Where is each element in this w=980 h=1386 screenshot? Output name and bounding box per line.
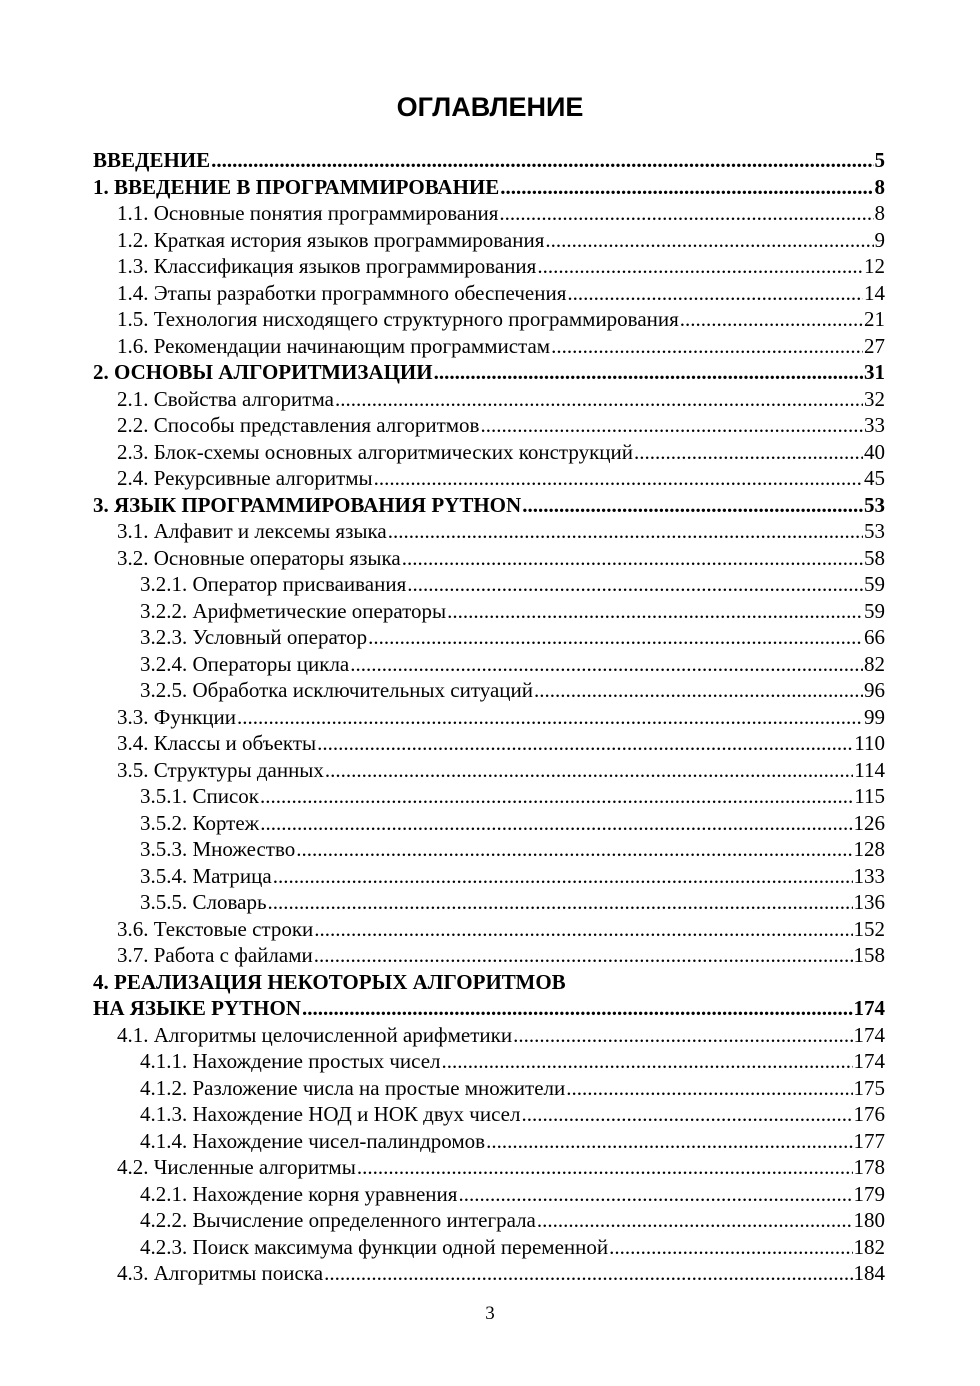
toc-entry[interactable] <box>93 704 885 731</box>
toc-entry-label: 3.2.5. Обработка исключительных ситуаций <box>140 678 534 702</box>
toc-entry-label: 1.5. Технология нисходящего структурного программирования <box>117 307 679 331</box>
toc-entry-page: 115 <box>854 784 885 808</box>
dot-leader <box>534 677 863 704</box>
toc-entry-page: 59 <box>864 572 885 596</box>
page-title: ОГЛАВЛЕНИЕ <box>396 92 584 122</box>
toc-entry[interactable] <box>93 836 885 863</box>
dot-leader <box>296 836 852 863</box>
toc-entry[interactable] <box>93 1048 885 1075</box>
toc-entry-label: 4.1. Алгоритмы целочисленной арифметики <box>117 1022 513 1047</box>
toc-entry-page: 136 <box>853 890 885 914</box>
toc-entry-label: 1.1. Основные понятия программирования <box>117 201 499 225</box>
toc-entry[interactable] <box>93 1207 885 1234</box>
toc-entry-label: 4.1.1. Нахождение простых чисел <box>140 1049 441 1073</box>
toc-entry-label: 3.2.4. Операторы цикла <box>140 651 350 676</box>
toc-entry-page: 128 <box>853 837 885 861</box>
toc-entry-label: 4.3. Алгоритмы поиска <box>117 1261 324 1285</box>
toc-entry-label: 4.2.2. Вычисление определенного интеграла <box>140 1208 536 1232</box>
toc-entry-page: 12 <box>864 254 885 278</box>
toc-entry[interactable] <box>93 1075 885 1102</box>
toc-entry-label: 4. РЕАЛИЗАЦИЯ НЕКОТОРЫХ АЛГОРИТМОВ <box>93 969 566 994</box>
toc-entry-label: 4.1.3. Нахождение НОД и НОК двух чисел <box>140 1102 521 1126</box>
toc-entry[interactable] <box>93 359 885 386</box>
toc-entry-page: 133 <box>853 863 885 888</box>
dot-leader <box>513 1022 852 1049</box>
toc-entry-page: 178 <box>853 1155 885 1179</box>
toc-entry[interactable] <box>93 571 885 598</box>
dot-leader <box>302 995 853 1022</box>
dot-leader <box>499 200 873 227</box>
dot-leader <box>521 1101 852 1128</box>
dot-leader <box>388 518 863 545</box>
toc-entry-page: 32 <box>864 386 885 411</box>
toc-entry[interactable] <box>93 200 885 227</box>
toc-entry-label: 3.5.4. Матрица <box>140 863 272 888</box>
toc-entry[interactable] <box>93 1234 885 1261</box>
toc-entry-label: 3.2.1. Оператор присваивания <box>140 572 407 596</box>
toc-entry-page: 179 <box>853 1181 885 1206</box>
dot-leader <box>551 333 863 360</box>
dot-leader <box>374 465 863 492</box>
toc-entry-label: 4.2. Численные алгоритмы <box>117 1155 356 1179</box>
toc-entry-page: 175 <box>853 1075 885 1100</box>
toc-entry-label: 3.6. Текстовые строки <box>117 916 314 941</box>
toc-entry-page: 184 <box>853 1261 885 1285</box>
toc-entry-label: 1.4. Этапы разработки программного обеспечения <box>117 280 567 305</box>
toc-entry[interactable] <box>93 253 885 280</box>
toc-entry[interactable] <box>93 545 885 572</box>
dot-leader <box>486 1128 852 1155</box>
toc-entry-page: 177 <box>853 1128 885 1153</box>
toc-entry-page: 174 <box>853 1022 885 1047</box>
toc-entry[interactable] <box>93 333 885 360</box>
dot-leader <box>458 1181 852 1208</box>
dot-leader <box>537 1207 853 1234</box>
toc-entry-page: 158 <box>853 943 885 967</box>
dot-leader <box>211 147 873 174</box>
toc-entry-page: 9 <box>874 227 885 252</box>
toc-entry[interactable] <box>93 942 885 969</box>
dot-leader <box>545 227 873 254</box>
toc-entry-label: ВВЕДЕНИЕ <box>93 148 211 172</box>
toc-entry-label: 3.7. Работа с файлами <box>117 943 313 967</box>
toc-entry-label: 2.1. Свойства алгоритма <box>117 386 334 411</box>
toc-entry[interactable] <box>93 598 885 625</box>
dot-leader <box>434 359 863 386</box>
toc-entry-label: 4.2.1. Нахождение корня уравнения <box>140 1181 458 1206</box>
toc-entry[interactable] <box>93 1181 885 1208</box>
toc-entry-page: 180 <box>853 1208 885 1232</box>
toc-entry[interactable] <box>93 1128 885 1155</box>
dot-leader <box>402 545 863 572</box>
dot-leader <box>273 863 853 890</box>
toc-entry-label: 3.5.5. Словарь <box>140 890 267 914</box>
dot-leader <box>324 1260 852 1287</box>
toc-entry[interactable] <box>93 783 885 810</box>
toc-entry[interactable] <box>93 624 885 651</box>
toc-entry-page: 53 <box>864 519 885 543</box>
toc-entry-page: 174 <box>853 996 885 1020</box>
dot-leader <box>537 253 863 280</box>
toc-entry-label: 1. ВВЕДЕНИЕ В ПРОГРАММИРОВАНИЕ <box>93 174 500 199</box>
toc-entry-page: 14 <box>864 280 885 305</box>
toc-entry-label: 1.6. Рекомендации начинающим программистам <box>117 333 551 358</box>
toc-entry-page: 45 <box>864 466 885 490</box>
dot-leader <box>407 571 863 598</box>
toc-entry-label: 3.4. Классы и объекты <box>117 731 317 755</box>
toc-entry-page: 33 <box>864 413 885 437</box>
toc-entry[interactable] <box>93 465 885 492</box>
toc-entry-label: 1.3. Классификация языков программирования <box>117 254 537 278</box>
toc-entry-page: 114 <box>854 757 885 782</box>
dot-leader <box>566 1075 852 1102</box>
toc-entry-page: 182 <box>853 1234 885 1259</box>
dot-leader <box>522 492 863 519</box>
toc-entry-page: 152 <box>853 916 885 941</box>
toc-entry-label: 3.3. Функции <box>117 704 236 729</box>
toc-entry-page: 99 <box>864 704 885 729</box>
toc-entry-page: 31 <box>864 360 885 384</box>
dot-leader <box>317 730 853 757</box>
dot-leader <box>237 704 863 731</box>
toc-entry[interactable] <box>93 916 885 943</box>
toc-entry[interactable] <box>93 863 885 890</box>
toc-entry-label: 3.5.3. Множество <box>140 837 296 861</box>
toc-entry-page: 27 <box>864 333 885 358</box>
toc-entry-page: 110 <box>854 731 885 755</box>
toc-entry-label: 4.1.2. Разложение числа на простые множители <box>140 1075 566 1100</box>
toc-entry[interactable] <box>93 677 885 704</box>
toc-entry[interactable] <box>93 757 885 784</box>
toc-entry-page: 174 <box>853 1049 885 1073</box>
toc-entry-page: 53 <box>864 492 885 517</box>
toc-entry-label: 2.3. Блок-схемы основных алгоритмических конструкций <box>117 439 633 464</box>
toc-entry-page: 96 <box>864 678 885 702</box>
toc-entry[interactable] <box>93 386 885 413</box>
toc-entry-label: 2.2. Способы представления алгоритмов <box>117 413 480 437</box>
toc-entry-page: 40 <box>864 439 885 464</box>
toc-entry-page: 59 <box>864 598 885 623</box>
dot-leader <box>314 916 852 943</box>
toc-entry-label: 4.1.4. Нахождение чисел-палиндромов <box>140 1128 486 1153</box>
toc-entry-label: НА ЯЗЫКЕ PYTHON <box>93 996 301 1020</box>
toc-entry-page: 126 <box>853 810 885 835</box>
dot-leader <box>335 386 863 413</box>
toc-entry-label: 1.2. Краткая история языков программирования <box>117 227 545 252</box>
dot-leader <box>500 174 873 201</box>
dot-leader <box>260 783 853 810</box>
toc-entry[interactable] <box>93 280 885 307</box>
toc-entry[interactable] <box>93 651 885 678</box>
toc-entry-label: 3. ЯЗЫК ПРОГРАММИРОВАНИЯ PYTHON <box>93 492 522 517</box>
toc-entry[interactable] <box>93 147 885 174</box>
toc-entry[interactable] <box>93 174 885 201</box>
toc-entry-label: 3.5. Структуры данных <box>117 757 324 782</box>
dot-leader <box>325 757 853 784</box>
dot-leader <box>442 1048 853 1075</box>
toc-entry[interactable] <box>93 227 885 254</box>
toc-entry[interactable] <box>93 810 885 837</box>
toc-entry-label: 3.2. Основные операторы языка <box>117 545 401 570</box>
toc-entry-label: 4.2.3. Поиск максимума функции одной переменной <box>140 1234 609 1259</box>
dot-leader <box>634 439 863 466</box>
dot-leader <box>260 810 852 837</box>
dot-leader <box>314 942 853 969</box>
table-of-contents <box>93 147 885 1287</box>
toc-entry-page: 58 <box>864 545 885 570</box>
toc-entry-page: 8 <box>874 174 885 199</box>
toc-entry-page: 21 <box>864 307 885 331</box>
toc-entry[interactable] <box>93 969 885 996</box>
dot-leader <box>447 598 863 625</box>
dot-leader <box>357 1154 853 1181</box>
dot-leader <box>268 889 853 916</box>
dot-leader <box>609 1234 852 1261</box>
dot-leader <box>350 651 863 678</box>
toc-entry-label: 2. ОСНОВЫ АЛГОРИТМИЗАЦИИ <box>93 360 433 384</box>
toc-entry[interactable] <box>93 1022 885 1049</box>
toc-entry-page: 8 <box>874 201 885 225</box>
toc-entry-label: 3.2.3. Условный оператор <box>140 625 368 649</box>
toc-entry[interactable] <box>93 518 885 545</box>
toc-entry[interactable] <box>93 306 885 333</box>
toc-entry[interactable] <box>93 1154 885 1181</box>
toc-entry[interactable] <box>93 439 885 466</box>
toc-entry[interactable] <box>93 492 885 519</box>
toc-entry[interactable] <box>93 412 885 439</box>
toc-entry-label: 2.4. Рекурсивные алгоритмы <box>117 466 373 490</box>
dot-leader <box>480 412 863 439</box>
toc-entry-label: 3.2.2. Арифметические операторы <box>140 598 447 623</box>
toc-entry-page: 66 <box>864 625 885 649</box>
toc-entry[interactable] <box>93 889 885 916</box>
dot-leader <box>567 280 863 307</box>
toc-entry-page: 82 <box>864 651 885 676</box>
toc-entry-label: 3.1. Алфавит и лексемы языка <box>117 519 387 543</box>
toc-entry-label: 3.5.1. Список <box>140 784 260 808</box>
dot-leader <box>680 306 863 333</box>
toc-entry-label: 3.5.2. Кортеж <box>140 810 260 835</box>
toc-entry-page: 5 <box>874 148 885 172</box>
toc-entry-page: 176 <box>853 1102 885 1126</box>
dot-leader <box>368 624 863 651</box>
toc-entry[interactable] <box>93 1260 885 1287</box>
toc-entry[interactable] <box>93 730 885 757</box>
page-number: 3 <box>485 1303 495 1324</box>
toc-entry[interactable] <box>93 1101 885 1128</box>
toc-entry[interactable] <box>93 995 885 1022</box>
